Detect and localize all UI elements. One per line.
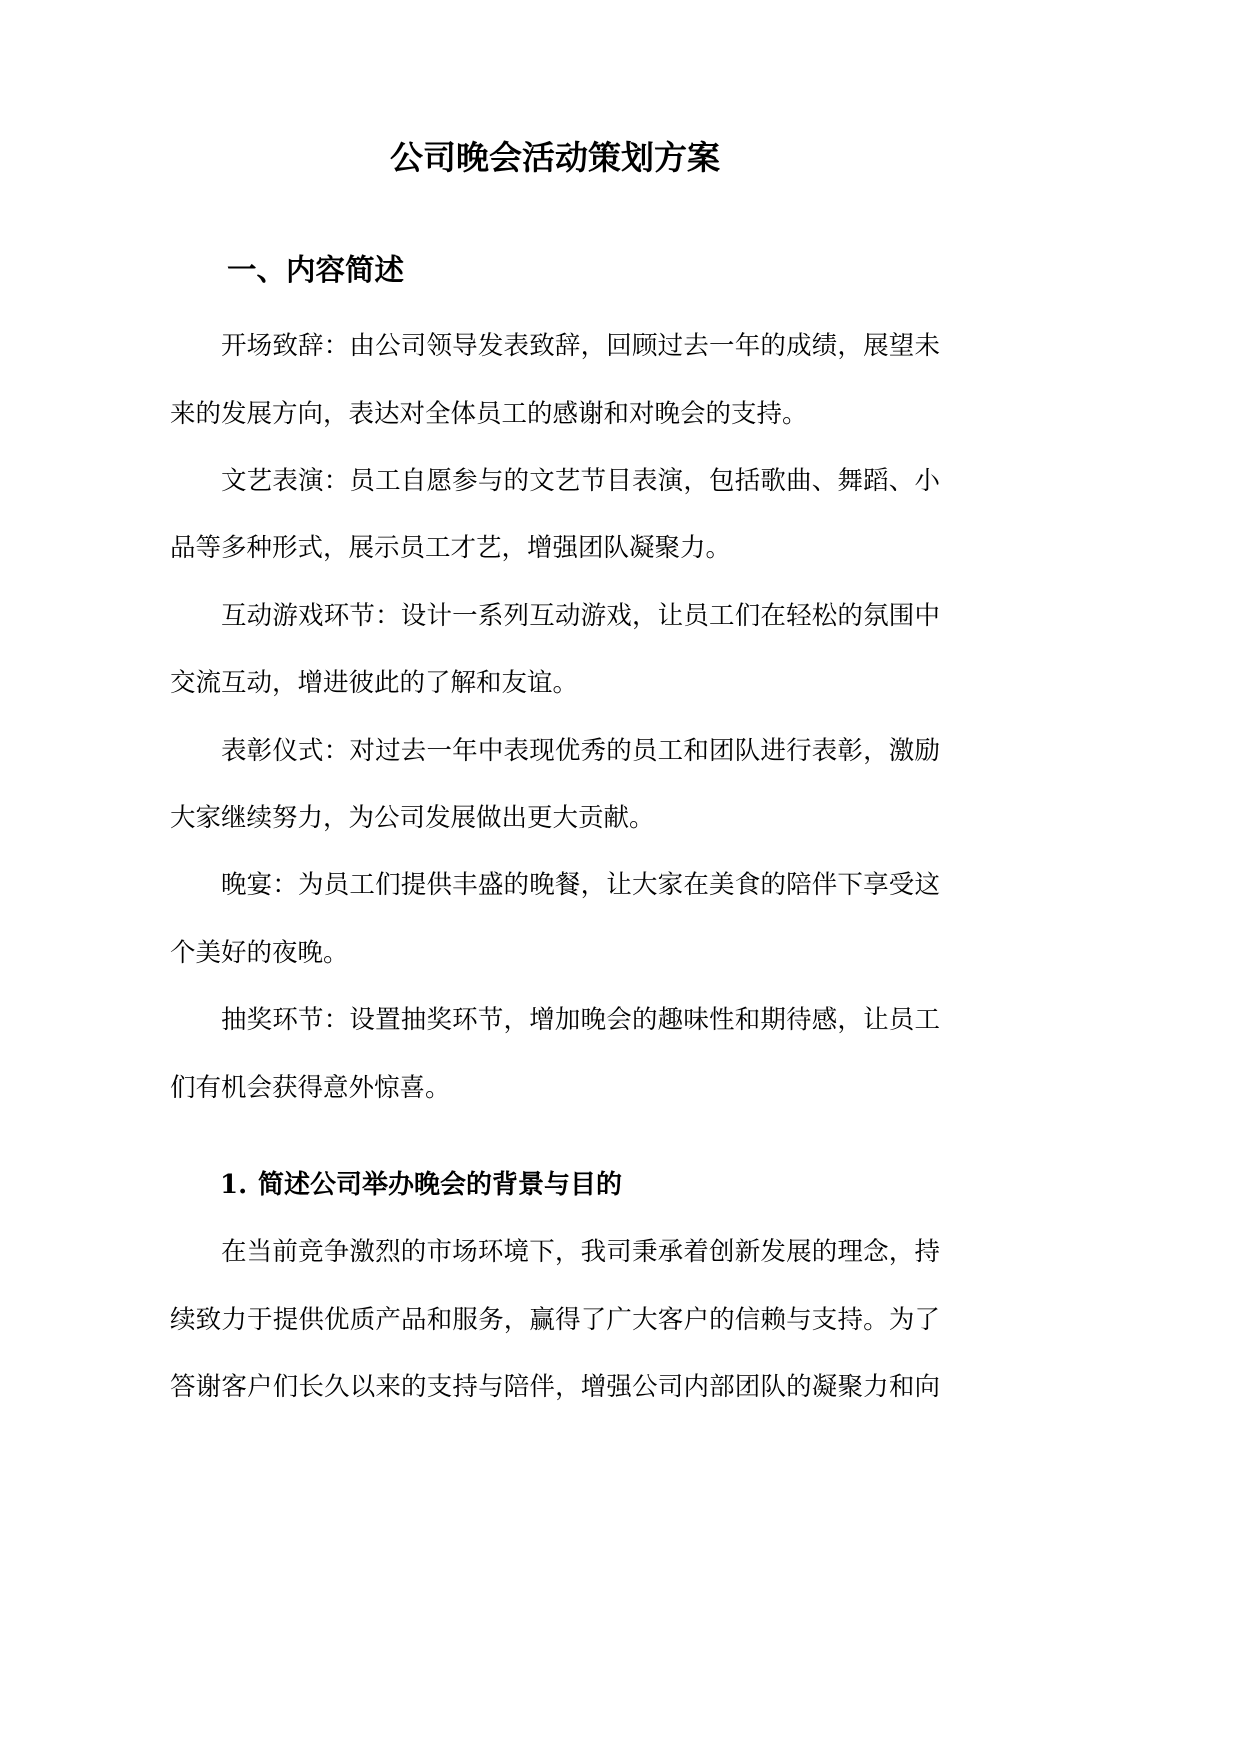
paragraph-line: 们有机会获得意外惊喜。 [170, 1072, 451, 1103]
paragraph-line: 互动游戏环节：设计一系列互动游戏，让员工们在轻松的氛围中 [221, 600, 940, 631]
paragraph-line: 晚宴：为员工们提供丰盛的晚餐，让大家在美食的陪伴下享受这 [221, 870, 940, 901]
subsection-title: 简述公司举办晚会的背景与目的 [258, 1169, 623, 1200]
paragraph-line: 大家继续努力，为公司发展做出更大贡献。 [170, 803, 655, 834]
document-column [170, 0, 940, 1422]
paragraph-line: 表彰仪式：对过去一年中表现优秀的员工和团队进行表彰，激励 [221, 735, 940, 766]
paragraph-line: 答谢客户们长久以来的支持与陪伴，增强公司内部团队的凝聚力和向 [170, 1372, 940, 1403]
paragraph [170, 313, 940, 448]
paragraph-line: 文艺表演：员工自愿参与的文艺节目表演，包括歌曲、舞蹈、小 [221, 466, 940, 497]
paragraph-line: 品等多种形式，展示员工才艺，增强团队凝聚力。 [170, 533, 732, 564]
paragraph [170, 987, 940, 1122]
paragraph [170, 448, 940, 583]
paragraph-line: 个美好的夜晚。 [170, 937, 349, 968]
section-heading: 一、内容简述 [227, 252, 405, 287]
paragraph-line: 续致力于提供优质产品和服务，赢得了广大客户的信赖与支持。为了 [170, 1304, 940, 1335]
paragraph-line: 来的发展方向，表达对全体员工的感谢和对晚会的支持。 [170, 398, 808, 429]
paragraph [170, 852, 940, 987]
paragraph [170, 583, 940, 718]
subsection-heading [170, 1152, 940, 1219]
document-title: 公司晚会活动策划方案 [390, 138, 720, 177]
paragraph-line: 交流互动，增进彼此的了解和友谊。 [170, 668, 579, 699]
paragraph [170, 718, 940, 853]
paragraph-line: 抽奖环节：设置抽奖环节，增加晚会的趣味性和期待感，让员工 [221, 1005, 940, 1036]
paragraph-line: 开场致辞：由公司领导发表致辞，回顾过去一年的成绩，展望未 [221, 331, 940, 362]
content-summary-paragraphs [170, 313, 940, 1122]
background-purpose-paragraphs [170, 1219, 940, 1421]
paragraph-line: 在当前竞争激烈的市场环境下，我司秉承着创新发展的理念，持 [221, 1237, 940, 1268]
paragraph [170, 1219, 940, 1421]
subsection-number: 1. [220, 1169, 248, 1200]
